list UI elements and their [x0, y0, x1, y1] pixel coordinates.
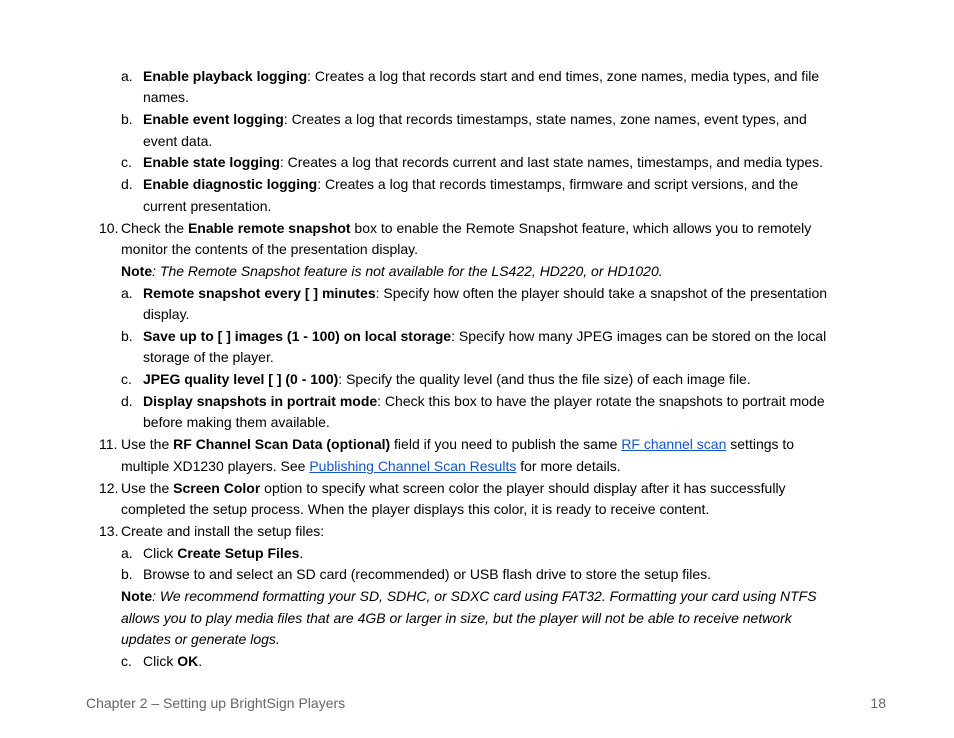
step-text: multiple XD1230 players. See — [121, 458, 310, 474]
step-text: box to enable the Remote Snapshot feature, which allows you to remotely — [350, 220, 812, 236]
list-label-d: d. — [121, 176, 133, 192]
list-item-event-logging — [143, 111, 807, 128]
step-number-10: 10. — [99, 220, 119, 236]
step-number-11: 11. — [99, 436, 118, 452]
note-text: : We recommend formatting your SD, SDHC, or SDXC card using FAT32. Formatting your card using NTFS — [152, 588, 817, 604]
item-text: : Check this box to have the player rotate the snapshots to portrait mode — [377, 393, 825, 409]
list-item-continuation: names. — [143, 89, 189, 105]
list-label-c: c. — [121, 154, 132, 170]
item-text: : Specify how many JPEG images can be stored on the local — [451, 328, 827, 344]
step-text: for more details. — [516, 458, 621, 474]
note-label: Note — [121, 588, 153, 604]
step-11 — [121, 436, 794, 453]
note-remote-snapshot — [121, 263, 663, 280]
option-name: Create Setup Files — [177, 545, 300, 561]
list-label-b: b. — [121, 328, 133, 344]
item-text: Click — [143, 545, 178, 561]
list-label-d: d. — [121, 393, 133, 409]
option-name: RF Channel Scan Data (optional) — [173, 436, 391, 452]
page-number: 18 — [870, 695, 886, 711]
list-item-snapshot-interval — [143, 285, 827, 302]
option-name: OK — [177, 653, 199, 669]
item-text: : Creates a log that records start and end times, zone names, media types, and file — [307, 68, 820, 84]
step-number-13: 13. — [99, 523, 119, 539]
step-12 — [121, 480, 786, 497]
publishing-channel-scan-results-link[interactable]: Publishing Channel Scan Results — [309, 458, 517, 474]
item-text: : Specify how often the player should take a snapshot of the presentation — [375, 285, 828, 301]
item-text: : Creates a log that records current and last state names, timestamps, and media types. — [279, 154, 824, 170]
list-label-b: b. — [121, 566, 133, 582]
note-formatting — [121, 588, 817, 605]
item-text: . — [299, 545, 304, 561]
list-item-portrait-mode — [143, 393, 825, 410]
list-item-continuation: event data. — [143, 133, 213, 149]
option-name: Screen Color — [173, 480, 261, 496]
step-continuation: monitor the contents of the presentation display. — [121, 241, 419, 257]
option-name: JPEG quality level [ ] (0 - 100) — [143, 371, 339, 387]
step-13: Create and install the setup files: — [121, 523, 325, 539]
step-10 — [121, 220, 811, 237]
list-item-create-setup-files — [143, 545, 303, 562]
step-text: option to specify what screen color the player should display after it has successfully — [260, 480, 786, 496]
footer-chapter-title: Chapter 2 – Setting up BrightSign Players — [86, 695, 346, 711]
option-name: Enable remote snapshot — [187, 220, 351, 236]
option-name: Enable playback logging — [143, 68, 308, 84]
list-label-a: a. — [121, 545, 133, 561]
note-continuation — [121, 631, 280, 648]
list-item-save-images — [143, 328, 826, 345]
item-text: . — [198, 653, 203, 669]
list-item-continuation: current presentation. — [143, 198, 272, 214]
list-item-state-logging — [143, 154, 823, 171]
list-item-playback-logging — [143, 68, 819, 85]
list-label-a: a. — [121, 68, 133, 84]
step-continuation — [121, 458, 621, 475]
step-number-12: 12. — [99, 480, 119, 496]
list-item-jpeg-quality — [143, 371, 751, 388]
list-item-continuation: before making them available. — [143, 414, 330, 430]
option-name: Enable diagnostic logging — [143, 176, 318, 192]
rf-channel-scan-link[interactable]: RF channel scan — [621, 436, 727, 452]
list-label-c: c. — [121, 371, 132, 387]
list-label-c: c. — [121, 653, 132, 669]
step-text: Check the — [121, 220, 188, 236]
option-name: Display snapshots in portrait mode — [143, 393, 378, 409]
note-text: updates or generate logs. — [121, 631, 280, 647]
option-name: Enable state logging — [143, 154, 280, 170]
step-text: Use the — [121, 480, 174, 496]
item-text: : Specify the quality level (and thus the file size) of each image file. — [338, 371, 751, 387]
list-item-continuation: storage of the player. — [143, 349, 274, 365]
list-label-a: a. — [121, 285, 133, 301]
item-text: : Creates a log that records timestamps, state names, zone names, event types, and — [283, 111, 807, 127]
step-text: settings to — [726, 436, 795, 452]
list-item-click-ok — [143, 653, 202, 670]
option-name: Remote snapshot every [ ] minutes — [143, 285, 376, 301]
option-name: Save up to [ ] images (1 - 100) on local storage — [143, 328, 452, 344]
note-text: : The Remote Snapshot feature is not available for the LS422, HD220, or HD1020. — [152, 263, 663, 279]
list-item-continuation: display. — [143, 306, 190, 322]
step-continuation: completed the setup process. When the player displays this color, it is ready to receive content. — [121, 501, 710, 517]
note-text: allows you to play media files that are 4GB or larger in size, but the player will not be able to receive network — [121, 610, 792, 626]
note-label: Note — [121, 263, 153, 279]
item-text: : Creates a log that records timestamps, firmware and script versions, and the — [317, 176, 799, 192]
step-text: field if you need to publish the same — [390, 436, 622, 452]
option-name: Enable event logging — [143, 111, 284, 127]
step-text: Use the — [121, 436, 174, 452]
list-item-diagnostic-logging — [143, 176, 798, 193]
item-text: Click — [143, 653, 178, 669]
list-label-b: b. — [121, 111, 133, 127]
list-item-browse-storage: Browse to and select an SD card (recommended) or USB flash drive to store the setup files. — [143, 566, 712, 582]
note-continuation — [121, 610, 792, 627]
